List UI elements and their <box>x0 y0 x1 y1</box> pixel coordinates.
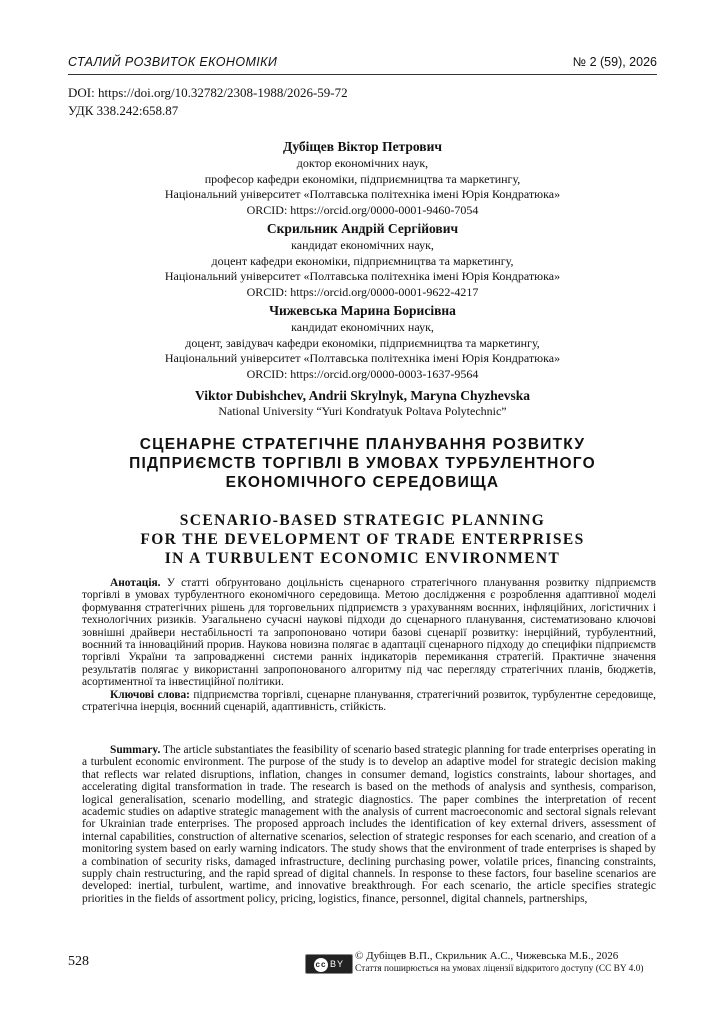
udc-code: УДК 338.242:658.87 <box>68 103 179 118</box>
authors-en <box>68 387 657 419</box>
author-position: доцент, завідувач кафедри економіки, підприємництва та маркетингу, <box>185 335 540 350</box>
copyright-line: © Дубіщев В.П., Скрильник А.С., Чижевська М.Б., 2026 <box>355 950 619 962</box>
abstract-label: Анотація. <box>110 577 161 589</box>
title-english <box>68 511 657 568</box>
license-block <box>305 950 657 980</box>
page-number: 528 <box>68 954 89 969</box>
author-3 <box>68 302 657 382</box>
doi-link[interactable]: DOI: https://doi.org/10.32782/2308-1988/2026-59-72 <box>68 85 348 100</box>
title-line: ЕКОНОМІЧНОГО СЕРЕДОВИЩА <box>225 474 500 491</box>
authors-ua <box>68 138 657 384</box>
abstract-ua <box>82 577 656 713</box>
author-orcid[interactable]: ORCID: https://orcid.org/0000-0003-1637-9564 <box>246 366 479 381</box>
summary-label: Summary. <box>110 744 161 756</box>
cc-circle-icon: cc <box>314 958 328 972</box>
title-ukrainian <box>68 435 657 492</box>
author-1 <box>68 138 657 218</box>
page-footer <box>68 950 657 980</box>
abstract-text: У статті обґрунтовано доцільність сценарного стратегічного планування розвитку підприємств торгівлі в умовах турбулентного економічного середовища. Метою дослідження є розроблення адаптивної моделі формування стратегічних рішень для торговельних підприємств з урахуванням воєнних, інфляційних, логістичних і технологічних ризиків. Узагальнено сучасні наукові підходи до сценарного планування, систематизовано ключові зовнішні драйвери нестабільності та запропоновано чотири базові сценарії розвитку: інерційний, турбулентний, воєнний та інноваційний прорив. Наукова новизна полягає в адаптації сценарного підходу до специфіки підприємств торгівлі України та запровадженні системи ранніх індикаторів перемикання стратегій. Практичне значення результатів полягає у використанні запропонованого алгоритму під час перегляду стратегічних планів, бюджетів, асортиментної та інвестиційної політики. <box>82 577 656 689</box>
running-header <box>68 52 657 75</box>
article-meta <box>68 84 348 120</box>
authors-en-affiliation: National University “Yuri Kondratyuk Poltava Polytechnic” <box>218 404 507 418</box>
author-degree: доктор економічних наук, <box>296 156 429 170</box>
title-line: IN A TURBULENT ECONOMIC ENVIRONMENT <box>164 550 561 567</box>
cc-by-icon[interactable] <box>305 954 353 974</box>
summary-en <box>82 744 656 905</box>
keywords-text: підприємства торгівлі, сценарне планування, стратегічний розвиток, турбулентне середовище, стратегічна інерція, воєнний сценарій, адаптивність, стійкість. <box>82 688 656 714</box>
author-affiliation: Національний університет «Полтавська політехніка імені Юрія Кондратюка» <box>164 351 561 365</box>
title-line: SCENARIO-BASED STRATEGIC PLANNING <box>179 512 546 529</box>
abstract-paragraph <box>82 577 656 689</box>
authors-en-names: Viktor Dubishchev, Andrii Skrylnyk, Maryna Chyzhevska <box>195 388 530 403</box>
author-name: Дубіщев Віктор Петрович <box>283 139 442 154</box>
author-position: професор кафедри економіки, підприємництва та маркетингу, <box>204 171 521 186</box>
author-name: Скрильник Андрій Сергійович <box>266 221 459 236</box>
license-text <box>355 950 644 975</box>
keywords-paragraph <box>82 689 656 714</box>
title-line: FOR THE DEVELOPMENT OF TRADE ENTERPRISES <box>140 531 585 548</box>
summary-text: The article substantiates the feasibility of scenario based strategic planning for trade enterprises operating in a turbulent economic environment. The purpose of the study is to develop an adaptive model for strategic decision making that reflects war related disruptions, inflation, changes in consumer demand, logistics constraints, labour shortages, and accelerating digital transformation in trade. The research is based on the methods of analysis and synthesis, comparison, logical generalisation, scenario modelling, and strategic diagnostics. The paper combines the interpretation of recent academic studies on adaptive strategic management with the analysis of current macroeconomic and sectoral signals relevant for Ukrainian trade enterprises. The proposed approach includes the identification of key external drivers, assessment of internal capabilities, construction of alternative scenarios, selection of strategic responses for each scenario, and creation of a monitoring system based on early warning indicators. The study shows that the environment of trade enterprises is shaped by a combination of security risks, damaged infrastructure, declining purchasing power, volatile prices, financing constraints, supply chain restructuring, and the rapid spread of digital channels. In response to these factors, four baseline scenarios are developed: inertial, turbulent, wartime, and innovative breakthrough. For each scenario, the article specifies strategic priorities in the fields of assortment policy, pricing, logistics, finance, personnel, digital channels, partnerships, <box>82 744 656 905</box>
title-line: ПІДПРИЄМСТВ ТОРГІВЛІ В УМОВАХ ТУРБУЛЕНТНОГО <box>129 455 596 472</box>
issue-number: № 2 (59), 2026 <box>572 55 657 69</box>
keywords-label: Ключові слова: <box>110 688 190 701</box>
author-degree: кандидат економічних наук, <box>291 238 434 252</box>
author-affiliation: Національний університет «Полтавська політехніка імені Юрія Кондратюка» <box>164 269 561 283</box>
author-degree: кандидат економічних наук, <box>291 320 434 334</box>
title-line: СЦЕНАРНЕ СТРАТЕГІЧНЕ ПЛАНУВАННЯ РОЗВИТКУ <box>139 436 586 453</box>
author-2 <box>68 220 657 300</box>
author-orcid[interactable]: ORCID: https://orcid.org/0000-0001-9460-7054 <box>246 202 479 217</box>
author-name: Чижевська Марина Борисівна <box>269 303 456 318</box>
summary-paragraph <box>82 744 656 905</box>
author-orcid[interactable]: ORCID: https://orcid.org/0000-0001-9622-4217 <box>246 284 479 299</box>
journal-title: СТАЛИЙ РОЗВИТОК ЕКОНОМІКИ <box>68 55 278 69</box>
license-note: Стаття поширюється на умовах ліцензії відкритого доступу (CC BY 4.0) <box>355 964 644 974</box>
author-position: доцент кафедри економіки, підприємництва та маркетингу, <box>211 253 514 268</box>
cc-badge-label: BY <box>329 959 344 969</box>
author-affiliation: Національний університет «Полтавська політехніка імені Юрія Кондратюка» <box>164 187 561 201</box>
